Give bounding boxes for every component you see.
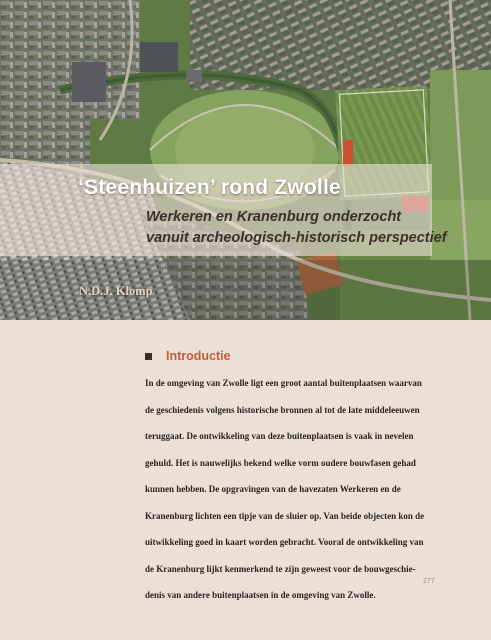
- body-line: kunnen hebben. De opgravingen van de havezaten Werkeren en de: [145, 484, 401, 494]
- section-heading: [145, 349, 231, 363]
- body-line: In de omgeving van Zwolle ligt een groot aantal buitenplaatsen waarvan: [145, 378, 422, 388]
- body-line: Kranenburg lichten een tipje van de sluier op. Van beide objecten kon de: [145, 510, 425, 521]
- body-line: denis van andere buitenplaatsen in de omgeving van Zwolle.: [145, 590, 376, 600]
- body-line: de Kranenburg lijkt kenmerkend te zijn geweest voor de bouwgeschie-: [145, 563, 416, 574]
- body-line: teruggaat. De ontwikkeling van deze buitenplaatsen is vaak in nevelen: [145, 431, 414, 441]
- page-number: 277: [423, 578, 435, 585]
- body-paragraph: [145, 370, 445, 609]
- body-line: uitwikkeling goed in kaart worden gebracht. Vooral de ontwikkeling van: [145, 537, 424, 547]
- body-line: gehuld. Het is nauwelijks bekend welke vorm oudere bouwfasen gehad: [145, 457, 416, 468]
- square-bullet-icon: [145, 353, 152, 360]
- chapter-subtitle-line-2: vanuit archeologisch-historisch perspectief: [146, 230, 447, 246]
- section-heading-text: Introductie: [166, 349, 231, 363]
- chapter-subtitle-line-1: Werkeren en Kranenburg onderzocht: [146, 209, 402, 225]
- body-line: de geschiedenis volgens historische bronnen al tot de late middeleeuwen: [145, 404, 420, 415]
- author-name: N.D.J. Klomp: [79, 284, 153, 298]
- chapter-title: ‘Steenhuizen’ rond Zwolle: [78, 176, 341, 199]
